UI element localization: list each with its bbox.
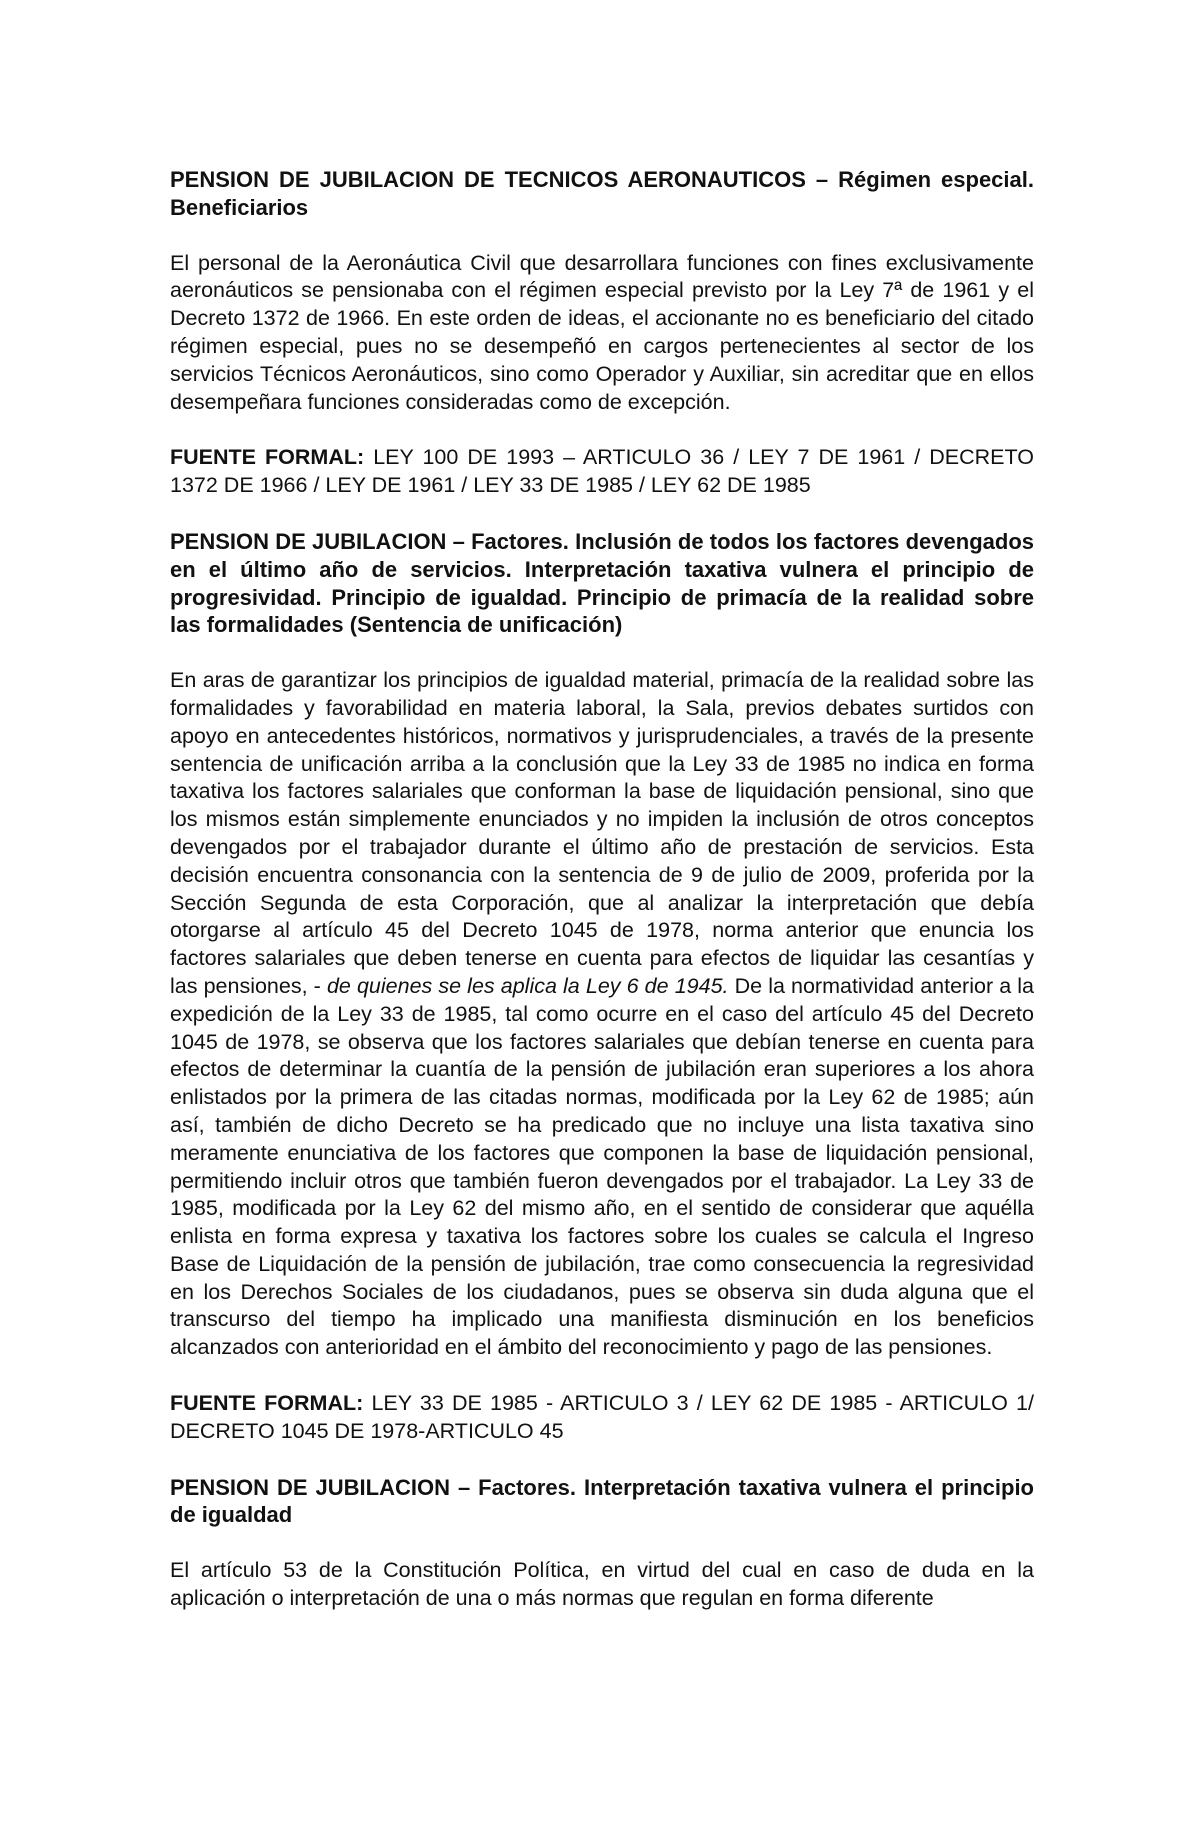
- section-3-body: El artículo 53 de la Constitución Política, en virtud del cual en caso de duda en la aplicación o interpretación de una o más normas que regulan en forma diferente: [170, 1558, 1034, 1611]
- section-2-body-part1: En aras de garantizar los principios de igualdad material, primacía de la realidad sobre las formalidades y favorabilidad en materia laboral, la Sala, previos debates surtidos con apoyo en antecedentes históricos, normativos y jurisprudenciales, a través de la presente sentencia de unificación arriba a la conclusión que la Ley 33 de 1985 no indica en forma taxativa los factores salariales que conforman la base de liquidación pensional, sino que los mismos están simplemente enunciados y no impiden la inclusión de otros conceptos devengados por el trabajador durante el último año de prestación de servicios. Esta decisión encuentra consonancia con la sentencia de 9 de julio de 2009, proferida por la Sección Segunda de esta Corporación, que al analizar la interpretación que debía otorgarse al artículo 45 del Decreto 1045 de 1978, norma anterior que enuncia los factores salariales que deben tenerse en cuenta para efectos de liquidar las cesantías y las pensiones, -: [170, 668, 1034, 998]
- section-2-body: [170, 667, 1034, 1362]
- section-1-heading: PENSION DE JUBILACION DE TECNICOS AERONAUTICOS – Régimen especial. Beneficiarios: [170, 167, 1034, 220]
- section-2-body-italic: de quienes se les aplica la Ley 6 de 1945.: [326, 973, 729, 998]
- section-2-body-part2: De la normatividad anterior a la expedición de la Ley 33 de 1985, tal como ocurre en el caso del artículo 45 del Decreto 1045 de 1978, se observa que los factores salariales que debían tenerse en cuenta para efectos de determinar la cuantía de la pensión de jubilación eran superiores a los ahora enlistados por la primera de las citadas normas, modificada por la Ley 62 de 1985; aún así, también de dicho Decreto se ha predicado que no incluye una lista taxativa sino meramente enunciativa de los factores que componen la base de liquidación pensional, permitiendo incluir otros que también fueron devengados por el trabajador. La Ley 33 de 1985, modificada por la Ley 62 del mismo año, en el sentido de considerar que aquélla enlista en forma expresa y taxativa los factores sobre los cuales se calcula el Ingreso Base de Liquidación de la pensión de jubilación, trae como consecuencia la regresividad en los Derechos Sociales de los ciudadanos, pues se observa sin duda alguna que el transcurso del tiempo ha implicado una manifiesta disminución en los beneficios alcanzados con anterioridad en el ámbito del reconocimiento y pago de las pensiones.: [170, 973, 1034, 1360]
- section-3-heading: PENSION DE JUBILACION – Factores. Interpretación taxativa vulnera el principio de igualdad: [170, 1474, 1034, 1528]
- section-2-source: [170, 1390, 1034, 1446]
- source-label: FUENTE FORMAL:: [170, 445, 365, 470]
- source-text: LEY 33 DE 1985 - ARTICULO 3 / LEY 62 DE 1985 - ARTICULO 1/ DECRETO 1045 DE 1978-ARTICULO 45: [170, 1391, 1034, 1443]
- section-2-heading: PENSION DE JUBILACION – Factores. Inclusión de todos los factores devengados en el último año de servicios. Interpretación taxativa vulnera el principio de progresividad. Principio de igualdad. Principio de primacía de la realidad sobre las formalidades (Sentencia de unificación): [170, 528, 1034, 638]
- source-label: FUENTE FORMAL:: [170, 1391, 364, 1416]
- source-text: LEY 100 DE 1993 – ARTICULO 36 / LEY 7 DE 1961 / DECRETO 1372 DE 1966 / LEY DE 1961 / LEY 33 DE 1985 / LEY 62 DE 1985: [170, 445, 1034, 498]
- section-1-body: El personal de la Aeronáutica Civil que desarrollara funciones con fines exclusivamente aeronáuticos se pensionaba con el régimen especial previsto por la Ley 7ª de 1961 y el Decreto 1372 de 1966. En este orden de ideas, el accionante no es beneficiario del citado régimen especial, pues no se desempeñó en cargos pertenecientes al sector de los servicios Técnicos Aeronáuticos, sino como Operador y Auxiliar, sin acreditar que en ellos desempeñara funciones consideradas como de excepción.: [170, 250, 1034, 414]
- section-1-source: [170, 444, 1034, 500]
- document-page: [170, 166, 1034, 1613]
